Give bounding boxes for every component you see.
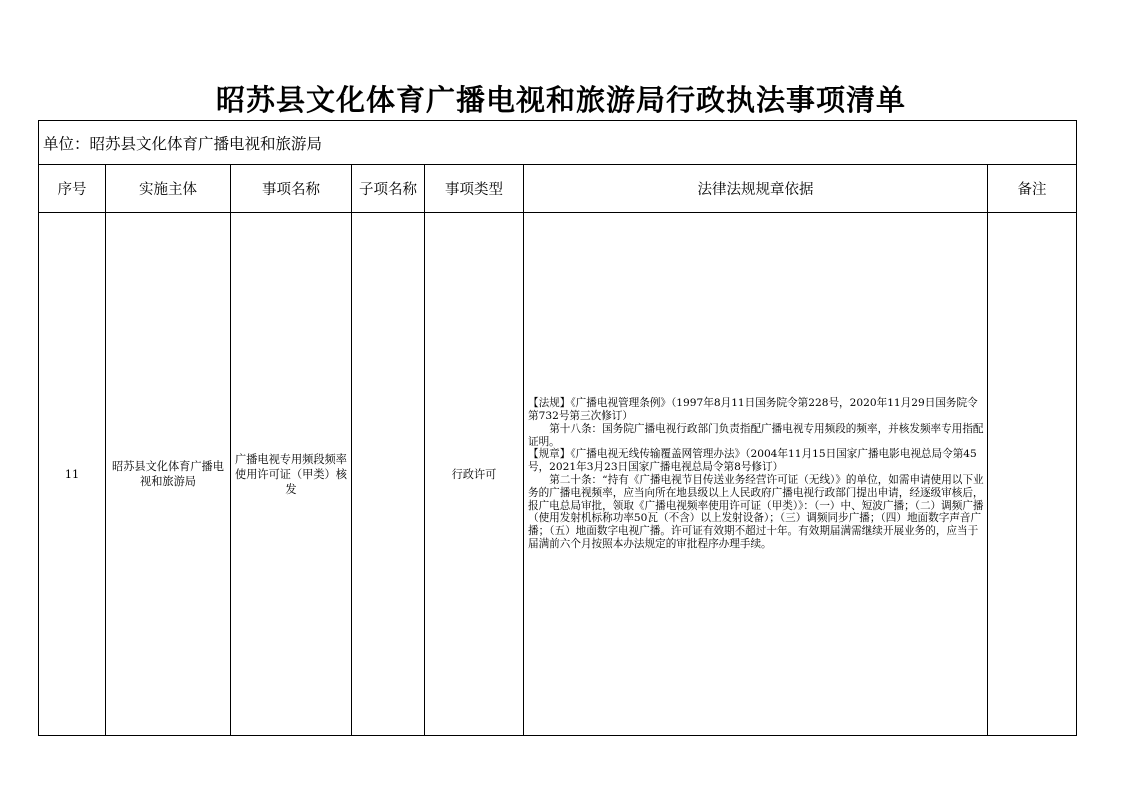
header-legal-basis: 法律法规规章依据 [524,165,988,213]
unit-label: 单位：昭苏县文化体育广播电视和旅游局 [39,121,1077,165]
enforcement-items-table [38,120,1077,736]
basis-article-18: 第十八条：国务院广播电视行政部门负责指配广播电视专用频段的频率，并核发频率专用指配证明。 [528,422,984,448]
document-title: 昭苏县文化体育广播电视和旅游局行政执法事项清单 [215,83,906,117]
cell-legal-basis [524,213,988,736]
cell-index: 11 [39,213,106,736]
unit-row [39,121,1077,165]
basis-article-20: 第二十条：“持有《广播电视节目传送业务经营许可证（无线）》的单位，如需申请使用以下业务的广播电视频率，应当向所在地县级以上人民政府广播电视行政部门提出申请，经逐级审核后，报广电总局审批，领取《广播电视频率使用许可证（甲类）》：（一）中、短波广播；（二）调频广播（使用发射机标称功率50瓦（不含）以上发射设备）；（三）调频同步广播；（四）地面数字声音广播；（五）地面数字电视广播。许可证有效期不超过十年。有效期届满需继续开展业务的，应当于届满前六个月按照本办法规定的审批程序办理手续。 [528,474,984,550]
table-row [39,213,1077,736]
cell-item-type: 行政许可 [425,213,524,736]
header-remarks: 备注 [988,165,1077,213]
cell-agency: 昭苏县文化体育广播电视和旅游局 [106,213,231,736]
cell-item-name: 广播电视专用频段频率使用许可证（甲类）核发 [231,213,352,736]
basis-regulation-title: 【法规】《广播电视管理条例》（1997年8月11日国务院令第228号，2020年11月29日国务院令第732号第三次修订） [528,397,978,423]
basis-rule-title: 【规章】《广播电视无线传输覆盖网管理办法》（2004年11月15日国家广播电影电视总局令第45号，2021年3月23日国家广播电视总局令第8号修订） [528,448,977,474]
cell-sub-item [352,213,425,736]
header-index: 序号 [39,165,106,213]
header-agency: 实施主体 [106,165,231,213]
header-row [39,165,1077,213]
cell-remarks [988,213,1077,736]
header-sub-item: 子项名称 [352,165,425,213]
header-item-name: 事项名称 [231,165,352,213]
header-item-type: 事项类型 [425,165,524,213]
